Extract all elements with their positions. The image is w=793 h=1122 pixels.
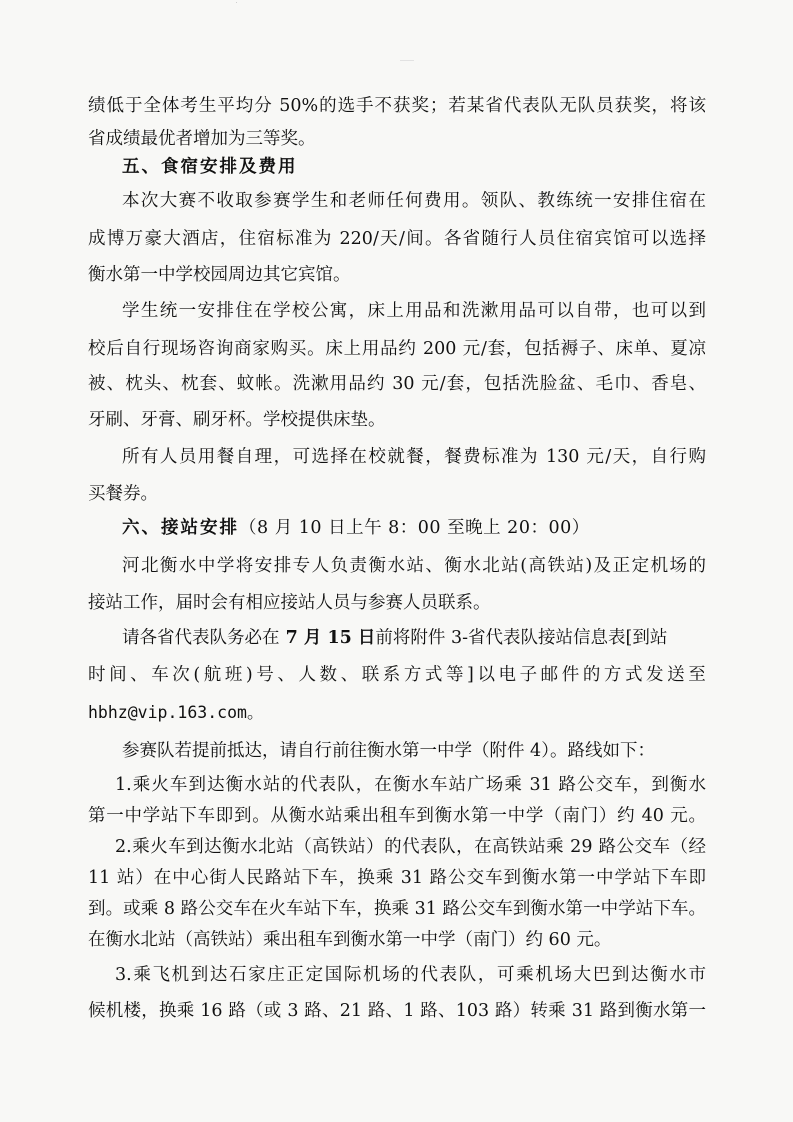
route-line: 3.乘飞机到达石家庄正定国际机场的代表队，可乘机场大巴到达衡水市 xyxy=(115,965,706,985)
paragraph-line: 所有人员用餐自理，可选择在校就餐，餐费标准为 130 元/天，自行购 xyxy=(122,447,706,467)
paragraph-line: 本次大赛不收取参赛学生和老师任何费用。领队、教练统一安排住宿在 xyxy=(122,191,706,211)
route-line: 候机楼，换乘 16 路（或 3 路、21 路、1 路、103 路）转乘 31 路到衡水第一 xyxy=(88,1001,706,1021)
section-heading-5: 五、食宿安排及费用 xyxy=(122,157,298,177)
section-note: （8 月 10 日上午 8：00 至晚上 20：00） xyxy=(239,518,590,538)
scan-speck xyxy=(400,60,414,61)
email-address: hbhz@vip.163.com。 xyxy=(88,703,264,722)
paragraph-line: 牙刷、牙膏、刷牙杯。学校提供床垫。 xyxy=(88,410,386,430)
text-span: 前将附件 3-省代表队接站信息表[到站 xyxy=(375,628,668,648)
route-line: 第一中学站下车即到。从衡水站乘出租车到衡水第一中学（南门）约 40 元。 xyxy=(88,806,706,826)
paragraph-line: 河北衡水中学将安排专人负责衡水站、衡水北站(高铁站)及正定机场的 xyxy=(122,556,706,576)
section-heading-6 xyxy=(122,515,732,541)
paragraph-line: 买餐券。 xyxy=(88,484,158,504)
paragraph-line: 成博万豪大酒店，住宿标准为 220/天/间。各省随行人员住宿宾馆可以选择 xyxy=(88,229,706,249)
paragraph-line: 接站工作，届时会有相应接站人员与参赛人员联系。 xyxy=(88,593,491,613)
paragraph-line: 绩低于全体考生平均分 50%的选手不获奖；若某省代表队无队员获奖，将该 xyxy=(88,96,706,116)
paragraph-line: 校后自行现场咨询商家购买。床上用品约 200 元/套，包括褥子、床单、夏凉 xyxy=(88,339,706,359)
paragraph-line: 时间、车次(航班)号、人数、联系方式等]以电子邮件的方式发送至 xyxy=(88,665,706,685)
paragraph-line: 被、枕头、枕套、蚊帐。洗漱用品约 30 元/套，包括洗脸盆、毛巾、香皂、 xyxy=(88,374,706,394)
deadline-date: 7 月 15 日 xyxy=(279,628,376,648)
scan-speck xyxy=(236,2,237,3)
route-line: 11 站）在中心街人民路站下车，换乘 31 路公交车到衡水第一中学站下车即 xyxy=(88,868,706,888)
paragraph-line: 省成绩最优者增加为三等奖。 xyxy=(88,129,316,149)
text-span: 请各省代表队务必在 xyxy=(122,628,280,648)
paragraph-line: 学生统一安排住在学校公寓，床上用品和洗漱用品可以自带，也可以到 xyxy=(122,301,706,321)
route-line: 2.乘火车到达衡水北站（高铁站）的代表队，在高铁站乘 29 路公交车（经 xyxy=(115,837,706,857)
route-line: 到。或乘 8 路公交车在火车站下车，换乘 31 路公交车到衡水第一中学站下车。 xyxy=(88,899,706,919)
route-line: 在衡水北站（高铁站）乘出租车到衡水第一中学（南门）约 60 元。 xyxy=(88,930,612,950)
paragraph-line: 衡水第一中学校园周边其它宾馆。 xyxy=(88,265,351,285)
paragraph-line: 参赛队若提前抵达，请自行前往衡水第一中学（附件 4）。路线如下： xyxy=(122,741,655,761)
paragraph-line xyxy=(122,625,732,651)
section-title: 六、接站安排 xyxy=(122,518,239,538)
route-line: 1.乘火车到达衡水站的代表队，在衡水车站广场乘 31 路公交车，到衡水 xyxy=(115,775,706,795)
